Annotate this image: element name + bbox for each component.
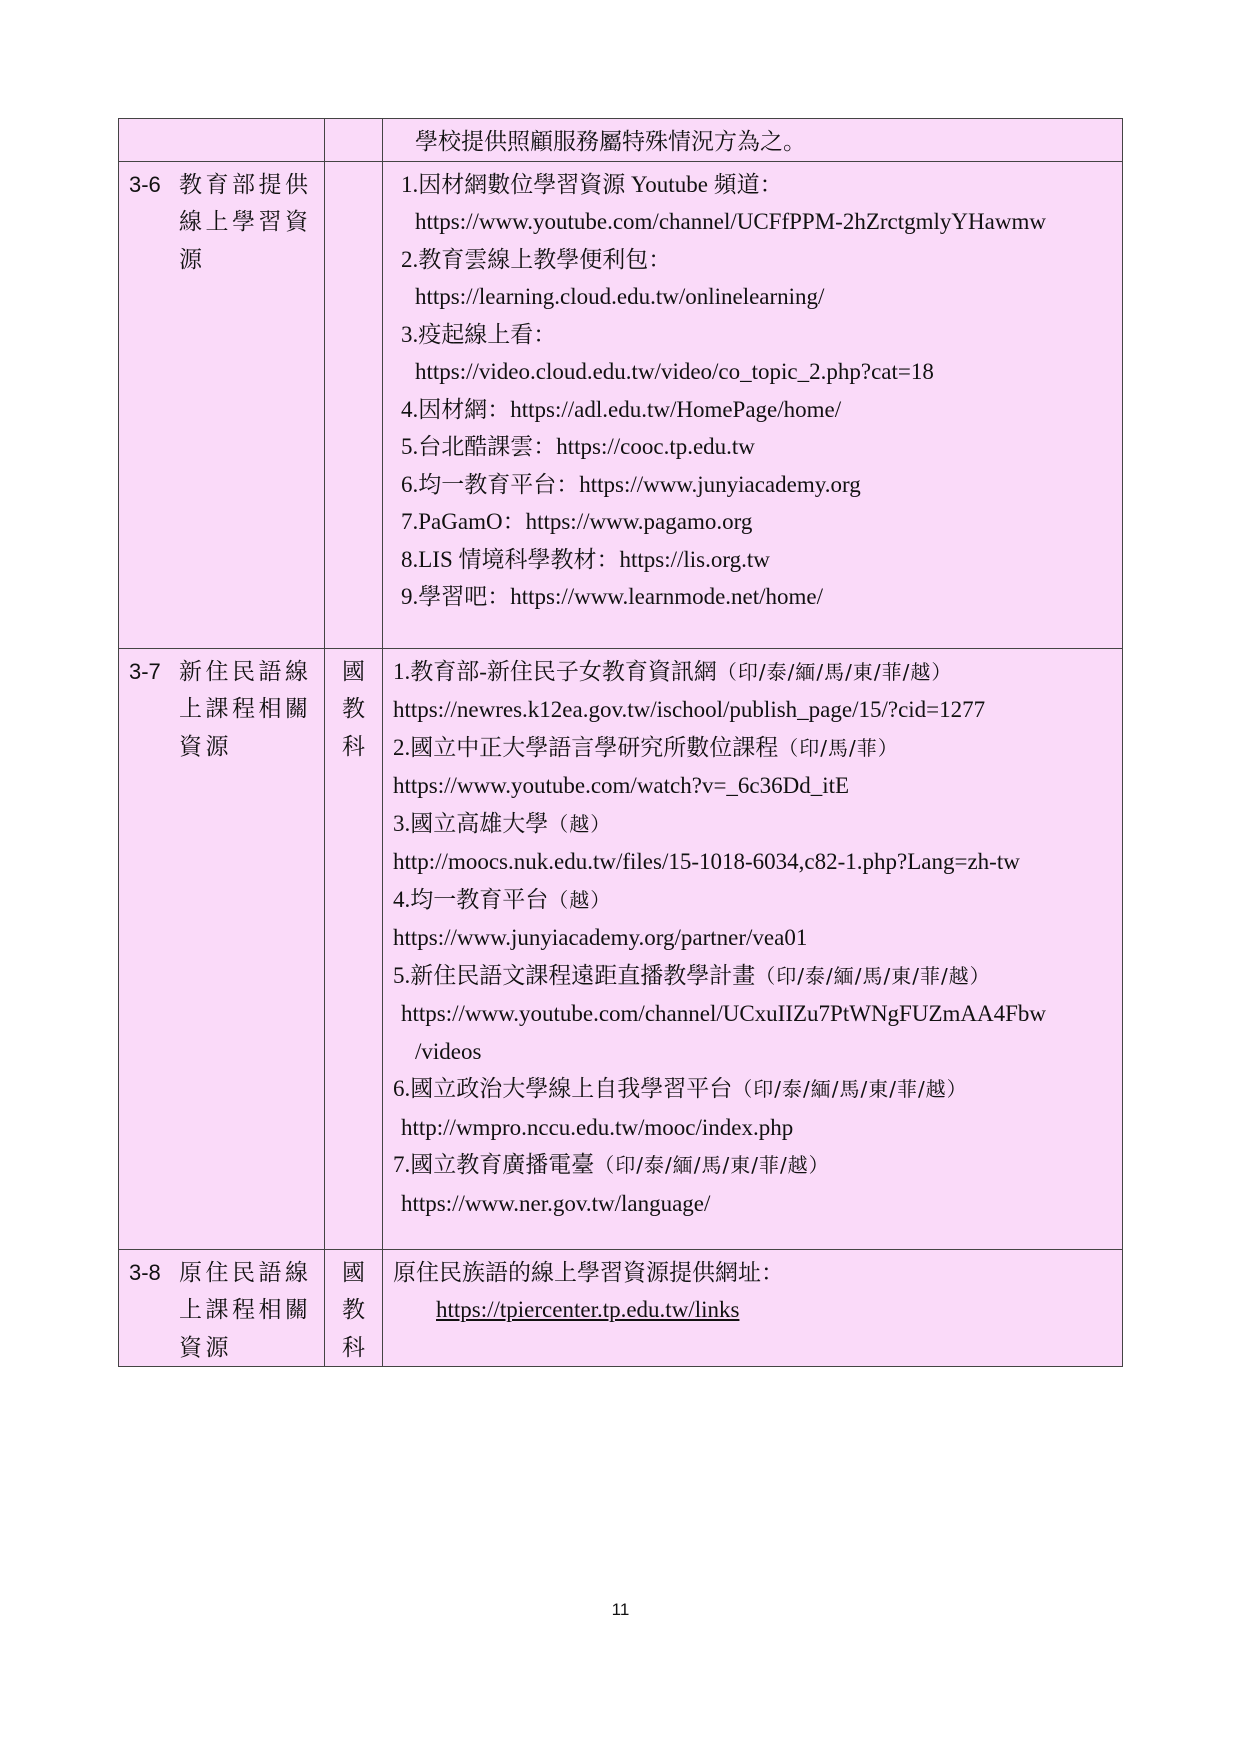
content-line: 5.新住民語文課程遠距直播教學計畫（印/泰/緬/馬/東/菲/越） [393, 962, 991, 988]
content-line: 3.國立高雄大學（越） [393, 810, 612, 836]
dept-char: 教 [342, 1297, 365, 1322]
content-line: 7.國立教育廣播電臺（印/泰/緬/馬/東/菲/越） [393, 1152, 830, 1177]
content-line: 原住民族語的線上學習資源提供網址： [393, 1259, 784, 1285]
language-tags: （印/馬/菲） [778, 735, 899, 760]
section-number: 3-8 [129, 1259, 161, 1285]
section-cell [119, 161, 325, 648]
content-line: 4.因材網：https://adl.edu.tw/HomePage/home/ [401, 396, 842, 422]
section-number: 3-6 [129, 171, 161, 197]
content-line: 4.均一教育平台（越） [393, 886, 612, 912]
dept-char: 科 [342, 733, 365, 759]
content-cell [383, 648, 1123, 1249]
url-line: https://www.youtube.com/channel/UCxuIIZu7PtWNgFUZmAA4Fbw [401, 1001, 1047, 1026]
url-line: http://moocs.nuk.edu.tw/files/15-1018-6034,c82-1.php?Lang=zh-tw [393, 849, 1020, 874]
language-tags: （印/泰/緬/馬/東/菲/越） [594, 1153, 830, 1177]
language-tags: （印/泰/緬/馬/東/菲/越） [716, 659, 953, 684]
table-row [119, 648, 1123, 1249]
table-row [119, 119, 1123, 162]
language-tags: （印/泰/緬/馬/東/菲/越） [732, 1077, 968, 1101]
url-line: https://learning.cloud.edu.tw/onlinelearning/ [415, 284, 825, 309]
content-line: 1.因材網數位學習資源 Youtube 頻道： [401, 171, 783, 197]
dept-char: 科 [342, 1334, 365, 1360]
url-line: https://www.youtube.com/watch?v=_6c36Dd_itE [393, 773, 850, 798]
table-row [119, 1249, 1123, 1367]
dept-cell [325, 119, 383, 162]
section-title: 教育部提供線上學習資源 [179, 171, 312, 272]
content-line: 6.國立政治大學線上自我學習平台（印/泰/緬/馬/東/菲/越） [393, 1076, 968, 1101]
content-line: 3.疫起線上看： [401, 321, 557, 347]
content-line: 5.台北酷課雲：https://cooc.tp.edu.tw [401, 434, 755, 459]
content-line: 學校提供照顧服務屬特殊情況方為之。 [415, 129, 806, 154]
section-cell [119, 119, 325, 162]
content-line: 7.PaGamO：https://www.pagamo.org [401, 509, 753, 534]
content-cell [383, 161, 1123, 648]
content-line: 9.學習吧：https://www.learnmode.net/home/ [401, 584, 824, 609]
content-line: 1.教育部-新住民子女教育資訊網（印/泰/緬/馬/東/菲/越） [393, 658, 953, 684]
url-line: http://wmpro.nccu.edu.tw/mooc/index.php [401, 1114, 794, 1140]
url-line: https://newres.k12ea.gov.tw/ischool/publish_page/15/?cid=1277 [393, 697, 986, 722]
resource-table [118, 118, 1123, 1367]
language-tags: （印/泰/緬/馬/東/菲/越） [755, 963, 991, 988]
dept-char: 教 [342, 696, 365, 721]
tpiercenter-link[interactable]: https://tpiercenter.tp.edu.tw/links [436, 1297, 740, 1322]
language-tags: （越） [548, 887, 612, 912]
content-line: 2.教育雲線上教學便利包： [401, 246, 672, 272]
dept-char: 國 [342, 658, 365, 684]
section-title: 原住民語線上課程相關資源 [179, 1259, 312, 1360]
section-number: 3-7 [129, 658, 161, 684]
table-row [119, 161, 1123, 648]
url-line: https://www.junyiacademy.org/partner/vea01 [393, 925, 808, 950]
dept-cell [325, 161, 383, 648]
dept-cell [325, 1249, 383, 1367]
url-line: /videos [415, 1038, 482, 1064]
url-line: https://www.youtube.com/channel/UCFfPPM-2hZrctgmlyYHawmw [415, 209, 1046, 234]
content-cell [383, 119, 1123, 162]
dept-cell [325, 648, 383, 1249]
section-cell [119, 1249, 325, 1367]
url-line: https://video.cloud.edu.tw/video/co_topic_2.php?cat=18 [415, 359, 934, 384]
content-cell [383, 1249, 1123, 1367]
section-cell [119, 648, 325, 1249]
dept-char: 國 [342, 1259, 365, 1285]
url-line: https://www.ner.gov.tw/language/ [401, 1190, 711, 1216]
content-line: 6.均一教育平台：https://www.junyiacademy.org [401, 471, 861, 497]
language-tags: （越） [548, 811, 612, 836]
content-line: 8.LIS 情境科學教材：https://lis.org.tw [401, 546, 770, 572]
section-title: 新住民語線上課程相關資源 [179, 658, 312, 759]
page-number: 11 [611, 1600, 630, 1619]
content-line: 2.國立中正大學語言學研究所數位課程（印/馬/菲） [393, 734, 899, 760]
